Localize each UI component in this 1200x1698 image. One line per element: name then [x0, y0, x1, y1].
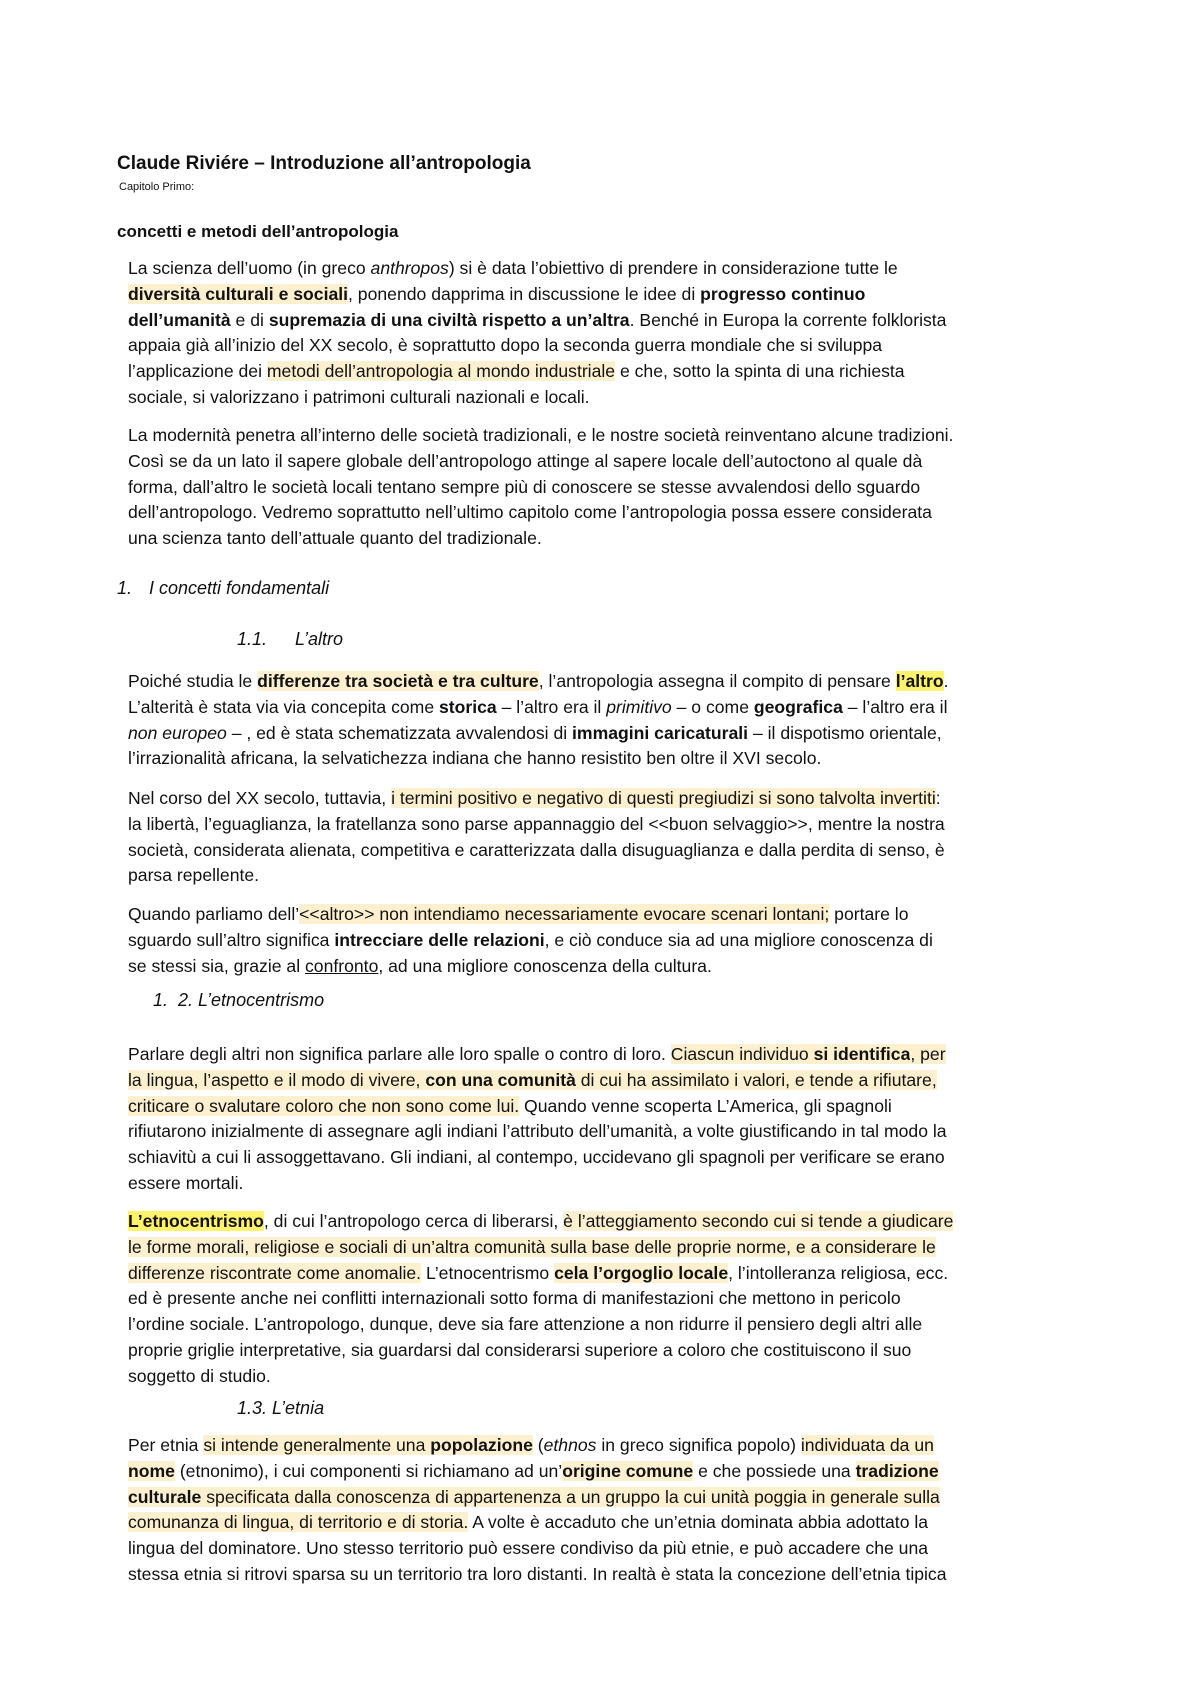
text-run: ) si è data l’obiettivo di prendere in considerazione tutte le	[448, 258, 898, 278]
highlighted-text: di cui ha assimilato i valori, e tende a rifiutare,	[575, 1069, 937, 1090]
text-run: L’alterità è stata via via concepita come	[128, 696, 439, 717]
text-run: e che possiede una	[693, 1460, 856, 1481]
highlighted-text: culturale	[128, 1486, 202, 1507]
text-line	[128, 812, 1088, 838]
highlighted-text: tradizione	[855, 1460, 939, 1481]
text-line	[128, 1510, 1088, 1536]
paragraph-intro	[128, 256, 1088, 411]
text-run: , l’antropologia assegna il compito di pensare	[538, 671, 896, 691]
text-line	[128, 1485, 1088, 1511]
text-line	[128, 669, 1088, 695]
text-line	[128, 333, 1088, 359]
text-line	[128, 449, 1088, 475]
text-run: non europeo	[128, 722, 227, 743]
highlighted-text: le forme morali, religiose e sociali di un’altra comunità sulla base delle proprie norme, e a considerare le	[128, 1236, 936, 1257]
text-line	[128, 475, 1088, 501]
text-run: Parlare degli altri non significa parlare alle loro spalle o contro di loro.	[128, 1044, 671, 1064]
text-line	[128, 954, 1088, 980]
paragraph-etnia	[128, 1433, 1088, 1588]
text-run: stessa etnia si ritrovi sparsa su un territorio tra loro distanti. In realtà è stata la concezione dell’etnia tipica	[128, 1563, 947, 1584]
text-run: supremazia di una civiltà rispetto a un’altra	[268, 309, 630, 330]
text-line	[128, 1338, 1088, 1364]
text-line	[128, 1562, 1088, 1588]
highlighted-text: criticare o svalutare coloro che non sono come lui.	[128, 1095, 520, 1116]
text-run: l’ordine sociale. L’antropologo, dunque, deve sia fare attenzione a non ridurre il pensiero degli altri alle	[128, 1314, 923, 1335]
highlighted-text: L’etnocentrismo	[128, 1211, 264, 1231]
document-subtitle: Capitolo Primo:	[119, 181, 195, 193]
text-line	[128, 1364, 1088, 1390]
text-line	[128, 721, 1088, 747]
text-run: l’irrazionalità africana, la selvatichezza indiana che hanno resistito ben oltre il XVI secolo.	[128, 748, 822, 769]
text-run: schiavitù a cui li assoggettavano. Gli indiani, al contempo, uccidevano gli spagnoli per verificare se erano	[128, 1147, 945, 1168]
text-run: – l’altro era il	[842, 696, 948, 717]
highlighted-text: è l’atteggiamento secondo cui si tende a giudicare	[563, 1211, 954, 1231]
heading-number: 1.1.	[237, 629, 268, 649]
text-line	[128, 1119, 1088, 1145]
text-run: una scienza tanto dell’attuale quanto del tradizionale.	[128, 528, 542, 549]
text-line	[128, 1536, 1088, 1562]
text-run: – , ed è stata schematizzata avvalendosi di	[226, 722, 573, 743]
text-run: Nel corso del XX secolo, tuttavia,	[128, 788, 392, 808]
text-run: , l’intolleranza religiosa, ecc.	[728, 1262, 949, 1283]
text-line	[128, 1312, 1088, 1338]
text-run: – o come	[671, 696, 754, 717]
text-run: Poiché studia le	[128, 671, 258, 691]
highlighted-text: si intende generalmente una	[203, 1435, 431, 1455]
paragraph-modernity	[128, 423, 1088, 552]
text-run: . Benché in Europa la corrente folklorista	[629, 309, 947, 330]
text-run: primitivo	[606, 696, 672, 717]
text-run: – il dispotismo orientale,	[748, 722, 942, 743]
text-run: Quando parliamo dell’	[128, 904, 300, 924]
text-run: forma, dall’altro le società locali tentano sempre più di conoscere se stesse avvalendosi dello sguardo	[128, 476, 921, 497]
text-line	[128, 1171, 1088, 1197]
text-run: :	[935, 788, 941, 808]
text-line	[128, 526, 1088, 552]
text-run: , e ciò conduce sia ad una migliore conoscenza di	[544, 929, 933, 950]
section-title: concetti e metodi dell’antropologia	[117, 222, 399, 241]
text-run: portare lo	[829, 904, 909, 924]
text-run: ethnos	[543, 1435, 597, 1455]
text-run: Per etnia	[128, 1435, 204, 1455]
text-line	[128, 1145, 1088, 1171]
text-run: la libertà, l’eguaglianza, la fratellanza sono parse appannaggio del <<buon selvaggio>>, mentre la nostra	[128, 813, 945, 834]
text-run: storica	[439, 696, 497, 717]
text-run: , ad una migliore conoscenza della cultura.	[378, 955, 712, 976]
highlighted-text: popolazione	[430, 1435, 533, 1455]
text-line	[128, 500, 1088, 526]
text-line	[128, 1459, 1088, 1485]
text-run: società, considerata alienata, competitiva e caratterizzata dalla disuguaglianza e dalla perdita di senso, è	[128, 839, 945, 860]
text-line	[128, 746, 1088, 772]
text-line	[128, 1235, 1088, 1261]
text-run: lingua del dominatore. Uno stesso territorio può essere condiviso da più etnie, e può accadere che una	[128, 1538, 929, 1559]
highlighted-text: individuata da un	[800, 1435, 934, 1455]
highlighted-text: , per	[910, 1044, 946, 1064]
text-run: appaia già all’inizio del XX secolo, è soprattutto dopo la seconda guerra mondiale che si sviluppa	[128, 335, 883, 356]
heading-text: L’altro	[295, 629, 344, 649]
heading-concetti-fondamentali	[117, 578, 329, 599]
highlighted-text: con una comunità	[425, 1069, 576, 1090]
highlighted-text: si identifica	[813, 1044, 911, 1064]
paragraph-secolo	[128, 786, 1088, 889]
highlighted-text: metodi dell’antropologia al mondo industriale	[266, 361, 616, 382]
paragraph-relazioni	[128, 902, 1088, 979]
highlighted-text: differenze tra società e tra culture	[257, 671, 539, 691]
text-run: La scienza dell’uomo (in greco	[128, 258, 371, 278]
document-title: Claude Riviére – Introduzione all’antropologia	[117, 153, 531, 174]
highlighted-text: cela l’orgoglio locale	[554, 1262, 729, 1283]
text-run: A volte è accaduto che un’etnia dominata abbia adottato la	[468, 1512, 929, 1533]
text-run: , ponendo dapprima in discussione le idee di	[348, 283, 701, 304]
highlighted-text: <<altro>> non intendiamo necessariamente evocare scenari lontani;	[299, 904, 830, 924]
text-line	[128, 902, 1088, 928]
highlighted-text: l’altro	[895, 671, 944, 691]
text-line	[128, 1042, 1088, 1068]
paragraph-etnocentrismo	[128, 1209, 1088, 1390]
text-line	[128, 1209, 1088, 1235]
highlighted-text: specificata dalla conoscenza di appartenenza a un gruppo la cui unità poggia in generale sulla	[201, 1486, 940, 1507]
text-line	[128, 282, 1088, 308]
highlighted-text: diversità culturali e sociali	[128, 283, 349, 304]
text-run: (etnonimo), i cui componenti si richiamano ad un’	[174, 1460, 563, 1481]
text-line	[128, 308, 1088, 334]
highlighted-text: nome	[128, 1460, 175, 1481]
highlighted-text: Ciascun individuo	[670, 1044, 814, 1064]
text-line	[128, 1433, 1088, 1459]
text-run: progresso continuo	[700, 283, 866, 304]
text-run: parsa repellente.	[128, 865, 260, 886]
text-run: immagini caricaturali	[572, 722, 749, 743]
text-run: Quando venne scoperta L’America, gli spagnoli	[519, 1095, 892, 1116]
heading-etnia: 1.3. L’etnia	[237, 1398, 325, 1418]
paragraph-altro	[128, 669, 1088, 772]
heading-etnocentrismo: 1. 2. L’etnocentrismo	[153, 990, 325, 1010]
text-run: l’applicazione dei	[128, 361, 267, 382]
text-run: La modernità penetra all’interno delle società tradizionali, e le nostre società reinventano alcune tradizioni.	[128, 425, 954, 445]
heading-number: 1.	[117, 578, 133, 598]
text-line	[128, 1261, 1088, 1287]
text-run: (	[532, 1435, 544, 1455]
text-run: dell’umanità	[128, 309, 231, 330]
text-line	[128, 423, 1088, 449]
highlighted-text: origine comune	[562, 1460, 694, 1481]
text-run: e che, sotto la spinta di una richiesta	[615, 361, 905, 382]
text-line	[128, 1068, 1088, 1094]
text-run: e di	[230, 309, 269, 330]
text-run: dell’antropologo. Vedremo soprattutto nell’ultimo capitolo come l’antropologia possa essere considerata	[128, 502, 932, 523]
text-run: L’etnocentrismo	[421, 1262, 555, 1283]
text-run: sociale, si valorizzano i patrimoni culturali nazionali e locali.	[128, 386, 590, 407]
text-run: in greco significa popolo)	[596, 1435, 801, 1455]
text-run: essere mortali.	[128, 1172, 244, 1193]
text-run: Così se da un lato il sapere globale dell’antropologo attinge al sapere locale dell’autoctono al quale dà	[128, 450, 923, 471]
paragraph-identifica	[128, 1042, 1088, 1197]
text-run: anthropos	[370, 258, 449, 278]
text-line	[128, 256, 1088, 282]
text-run: se stessi sia, grazie al	[128, 955, 305, 976]
text-line	[128, 928, 1088, 954]
text-line	[128, 1094, 1088, 1120]
highlighted-text: comunanza di lingua, di territorio e di storia.	[128, 1512, 469, 1533]
text-run: ed è presente anche nei conflitti internazionali sotto forma di manifestazioni che mettono in pericolo	[128, 1288, 901, 1309]
text-line	[128, 695, 1088, 721]
text-run: sguardo sull’altro significa	[128, 929, 335, 950]
text-run: .	[943, 671, 949, 691]
text-line	[128, 359, 1088, 385]
text-line	[128, 863, 1088, 889]
text-run: – l’altro era il	[496, 696, 607, 717]
highlighted-text: i termini positivo e negativo di questi pregiudizi si sono talvolta invertiti	[391, 788, 936, 808]
text-run: rifiutarono inizialmente di assegnare agli indiani l’attributo dell’umanità, a volte giustificando in tal modo la	[128, 1121, 947, 1142]
highlighted-text: differenze riscontrate come anomalie.	[128, 1262, 422, 1283]
text-run: proprie griglie interpretative, sia guardarsi dal considerarsi superiore a coloro che costituiscono il suo	[128, 1339, 912, 1360]
text-line	[128, 385, 1088, 411]
text-line	[128, 1286, 1088, 1312]
text-line	[128, 838, 1088, 864]
text-run: soggetto di studio.	[128, 1365, 271, 1386]
highlighted-text: la lingua, l’aspetto e il modo di vivere,	[128, 1069, 426, 1090]
text-run: intrecciare delle relazioni	[334, 929, 545, 950]
heading-text: I concetti fondamentali	[149, 578, 330, 598]
text-line	[128, 786, 1088, 812]
text-run: geografica	[753, 696, 843, 717]
text-run: , di cui l’antropologo cerca di liberarsi,	[263, 1211, 564, 1231]
text-run: confronto	[305, 955, 379, 976]
heading-altro	[237, 629, 343, 650]
